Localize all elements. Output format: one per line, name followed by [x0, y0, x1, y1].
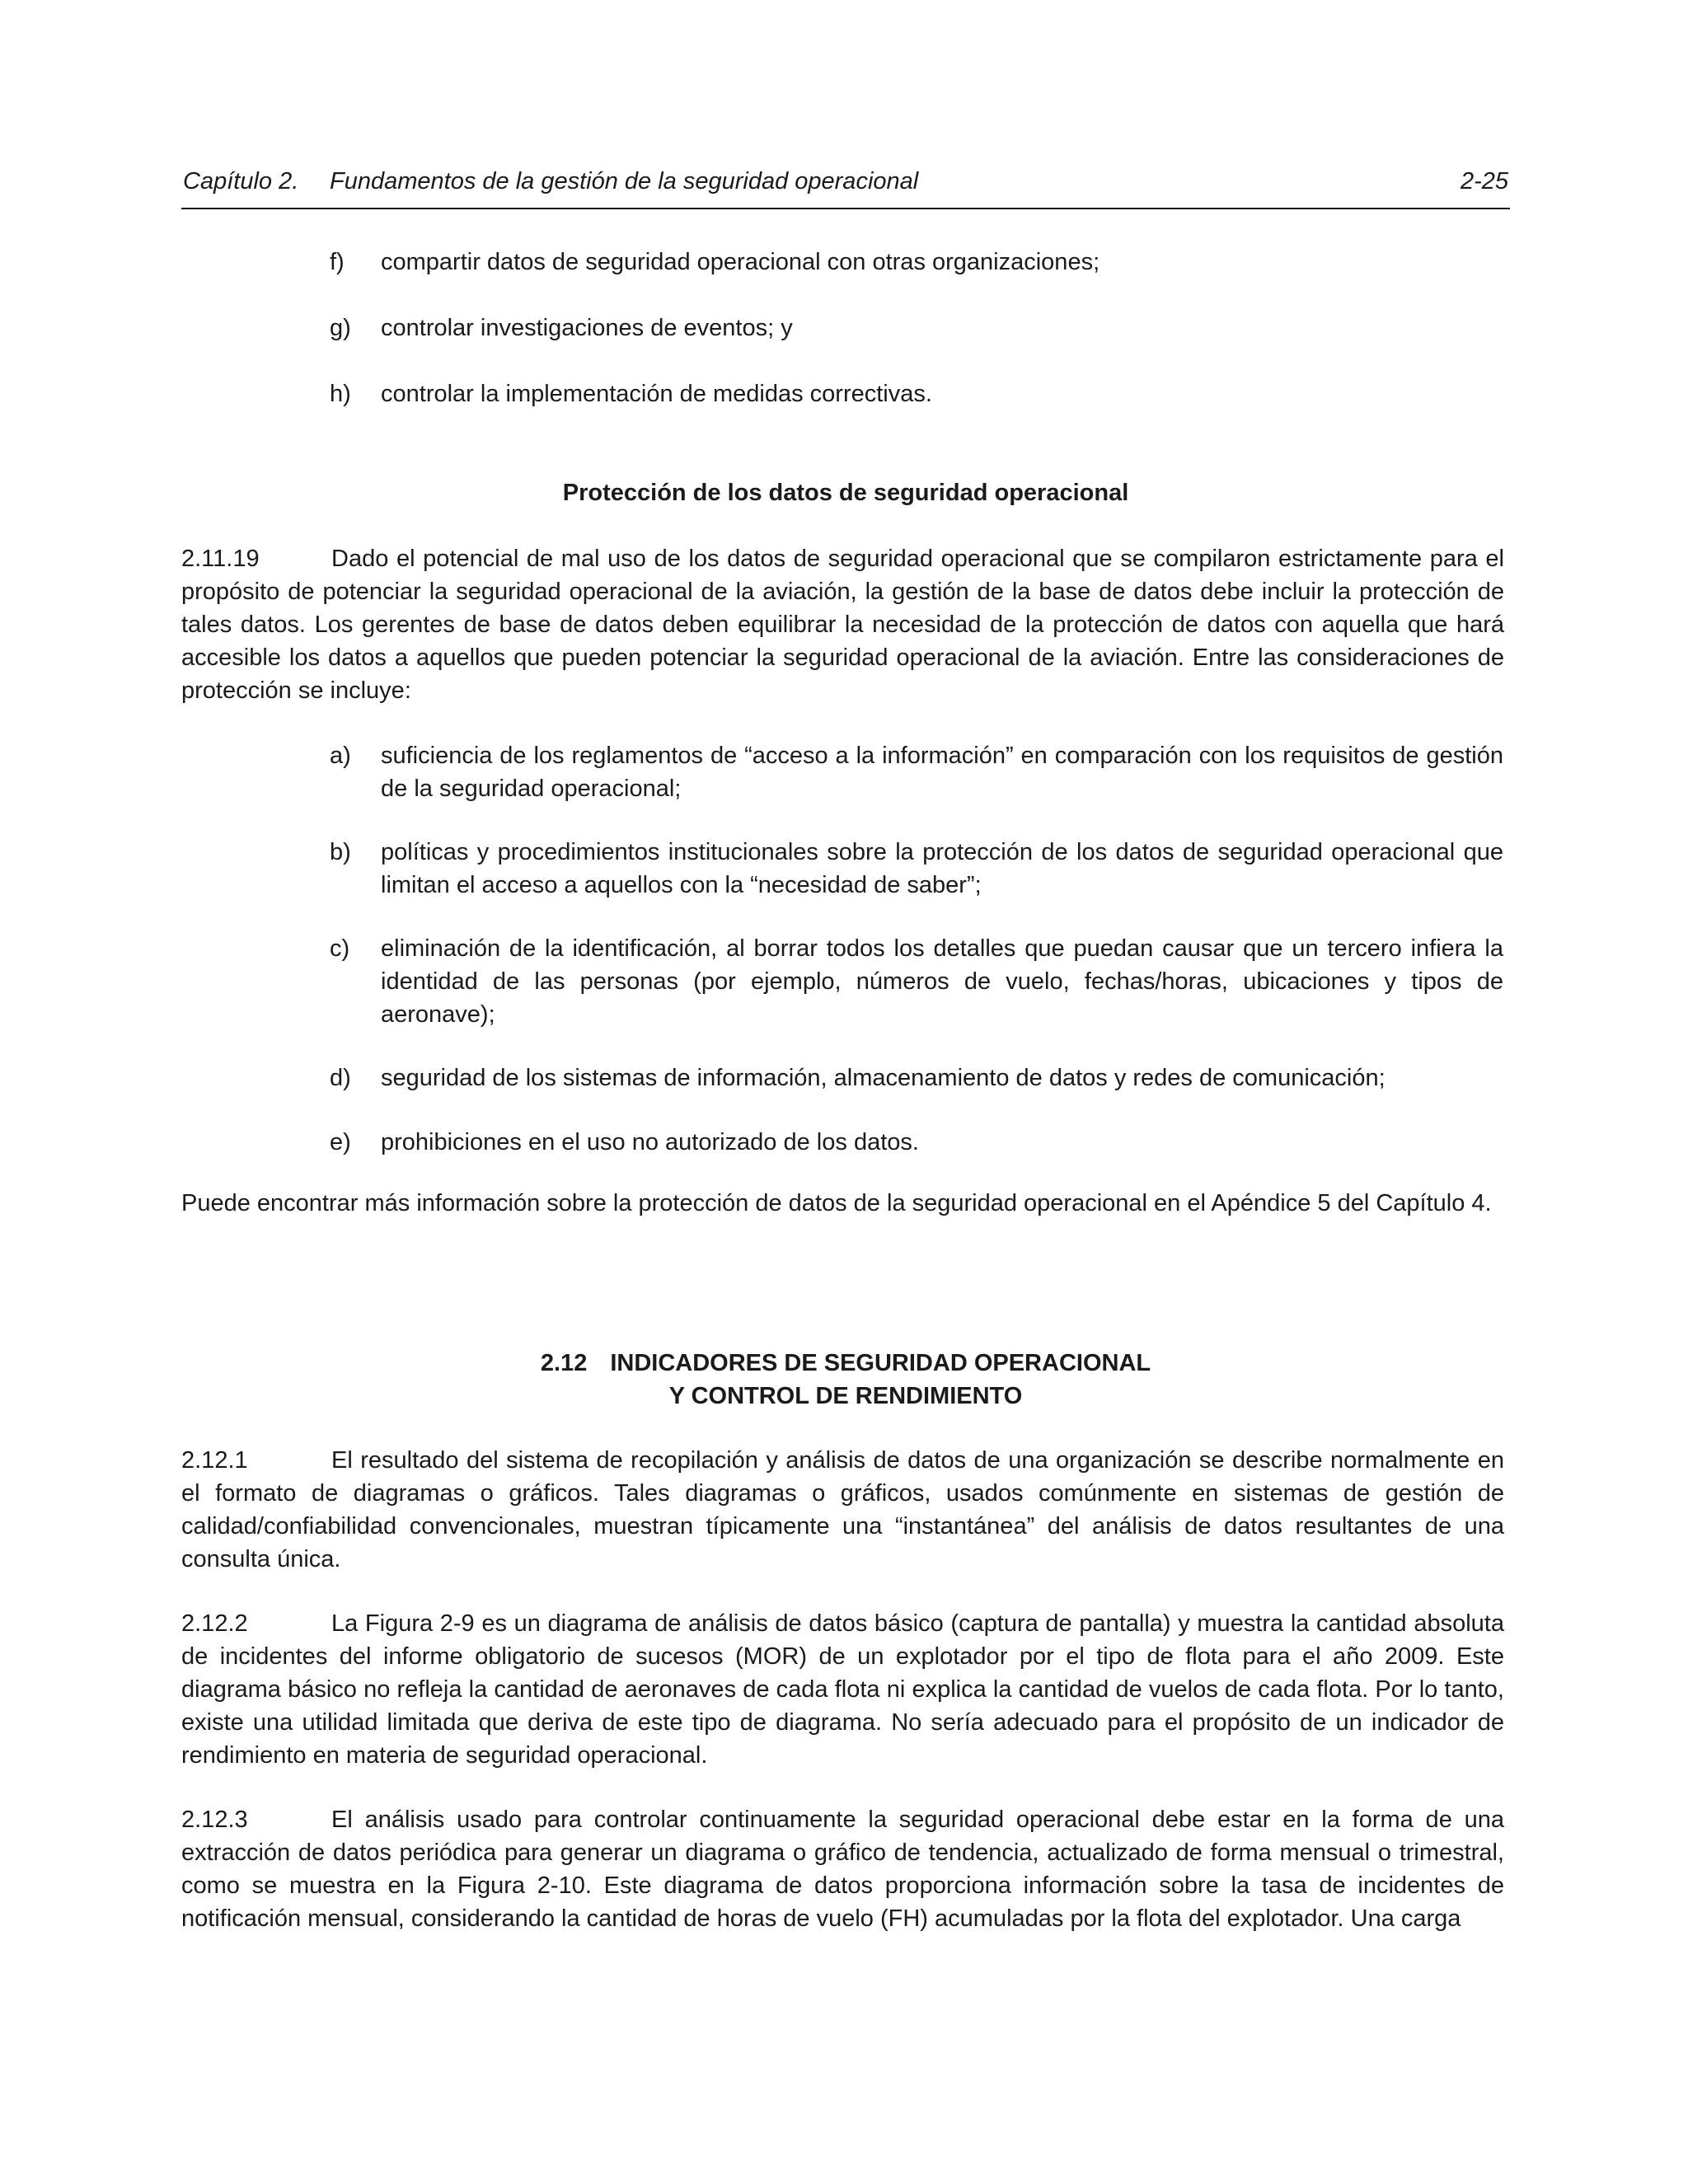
paragraph-2-11-19: [181, 542, 1504, 707]
paragraph-text: El análisis usado para controlar continuamente la seguridad operacional debe estar en la forma de una extracción de datos periódica para generar un diagrama o gráfico de tendencia, actualizado de forma mensual o trimestral, como se muestra en la Figura 2-10. Este diagrama de datos proporciona información sobre la tasa de incidentes de notificación mensual, considerando la cantidad de horas de vuelo (FH) acumuladas por la flota del explotador. Una carga: [181, 1807, 1504, 1932]
section-title: INDICADORES DE SEGURIDAD OPERACIONAL: [610, 1350, 1151, 1376]
paragraph-more-info: Puede encontrar más información sobre la protección de datos de la seguridad operacional en el Apéndice 5 del Capítulo 4.: [181, 1190, 1492, 1216]
paragraph-2-12-3: [181, 1803, 1504, 1935]
paragraph-text: El resultado del sistema de recopilación y análisis de datos de una organización se describe normalmente en el formato de diagramas o gráficos. Tales diagramas o gráficos, usados comúnmente en sistemas de gestión de calidad/confiabilidad convencionales, muestran típicamente una “instantánea” del análisis de datos resultantes de una consulta única.: [181, 1447, 1504, 1572]
list-marker: g): [330, 315, 351, 341]
page-number: 2-25: [1460, 168, 1508, 194]
paragraph-text: La Figura 2-9 es un diagrama de análisis de datos básico (captura de pantalla) y muestra la cantidad absoluta de incidentes del informe obligatorio de sucesos (MOR) de un explotador por el tipo de flota para el año 2009. Este diagrama básico no refleja la cantidad de aeronaves de cada flota ni explica la cantidad de vuelos de cada flota. Por lo tanto, existe una utilidad limitada que deriva de este tipo de diagrama. No sería adecuado para el propósito de un indicador de rendimiento en materia de seguridad operacional.: [181, 1610, 1504, 1769]
list-item-text: controlar investigaciones de eventos; y: [381, 315, 793, 341]
list-item-text: eliminación de la identificación, al borrar todos los detalles que puedan causar que un tercero infiera la identidad de las personas (por ejemplo, números de vuelo, fechas/horas, ubicaciones y tipos de aeronave);: [381, 935, 1503, 1028]
header-title: Fundamentos de la gestión de la seguridad operacional: [330, 168, 919, 194]
list-marker: d): [330, 1065, 351, 1091]
paragraph-2-12-2: [181, 1607, 1504, 1772]
list-item-text: políticas y procedimientos institucionales sobre la protección de los datos de seguridad operacional que limitan el acceso a aquellos con la “necesidad de saber”;: [381, 839, 1503, 898]
list-marker: b): [330, 839, 351, 865]
paragraph-number: 2.12.1: [181, 1447, 248, 1474]
list-marker: a): [330, 743, 351, 769]
paragraph-text: Dado el potencial de mal uso de los datos de seguridad operacional que se compilaron estrictamente para el propósito de potenciar la seguridad operacional de la aviación, la gestión de la base de datos debe incluir la protección de tales datos. Los gerentes de base de datos deben equilibrar la necesidad de la protección de datos con aquella que hará accesible los datos a aquellos que pueden potenciar la seguridad operacional de la aviación. Entre las consideraciones de protección se incluye:: [181, 546, 1504, 704]
section-number: 2.12: [540, 1350, 588, 1376]
list-item-text: compartir datos de seguridad operacional con otras organizaciones;: [381, 249, 1100, 275]
paragraph-2-12-1: [181, 1444, 1504, 1576]
section-heading-line2: Y CONTROL DE RENDIMIENTO: [668, 1383, 1023, 1409]
list-marker: c): [330, 935, 350, 962]
list-item-text: suficiencia de los reglamentos de “acceso a la información” en comparación con los requisitos de gestión de la seguridad operacional;: [381, 743, 1503, 802]
running-header: [181, 165, 1510, 209]
list-marker: f): [330, 249, 345, 275]
subsection-heading: Protección de los datos de seguridad operacional: [562, 480, 1129, 506]
list-marker: h): [330, 381, 351, 407]
paragraph-number: 2.12.2: [181, 1610, 248, 1637]
section-heading-line1: [181, 1347, 1510, 1380]
paragraph-number: 2.12.3: [181, 1807, 248, 1833]
list-item-text: prohibiciones en el uso no autorizado de los datos.: [381, 1129, 919, 1155]
list-item-text: seguridad de los sistemas de información, almacenamiento de datos y redes de comunicación;: [381, 1065, 1386, 1091]
list-item-text: controlar la implementación de medidas correctivas.: [381, 381, 932, 407]
paragraph-number: 2.11.19: [181, 546, 260, 572]
list-marker: e): [330, 1129, 351, 1155]
header-chapter: Capítulo 2.: [183, 168, 299, 194]
section-heading: [181, 1347, 1510, 1413]
